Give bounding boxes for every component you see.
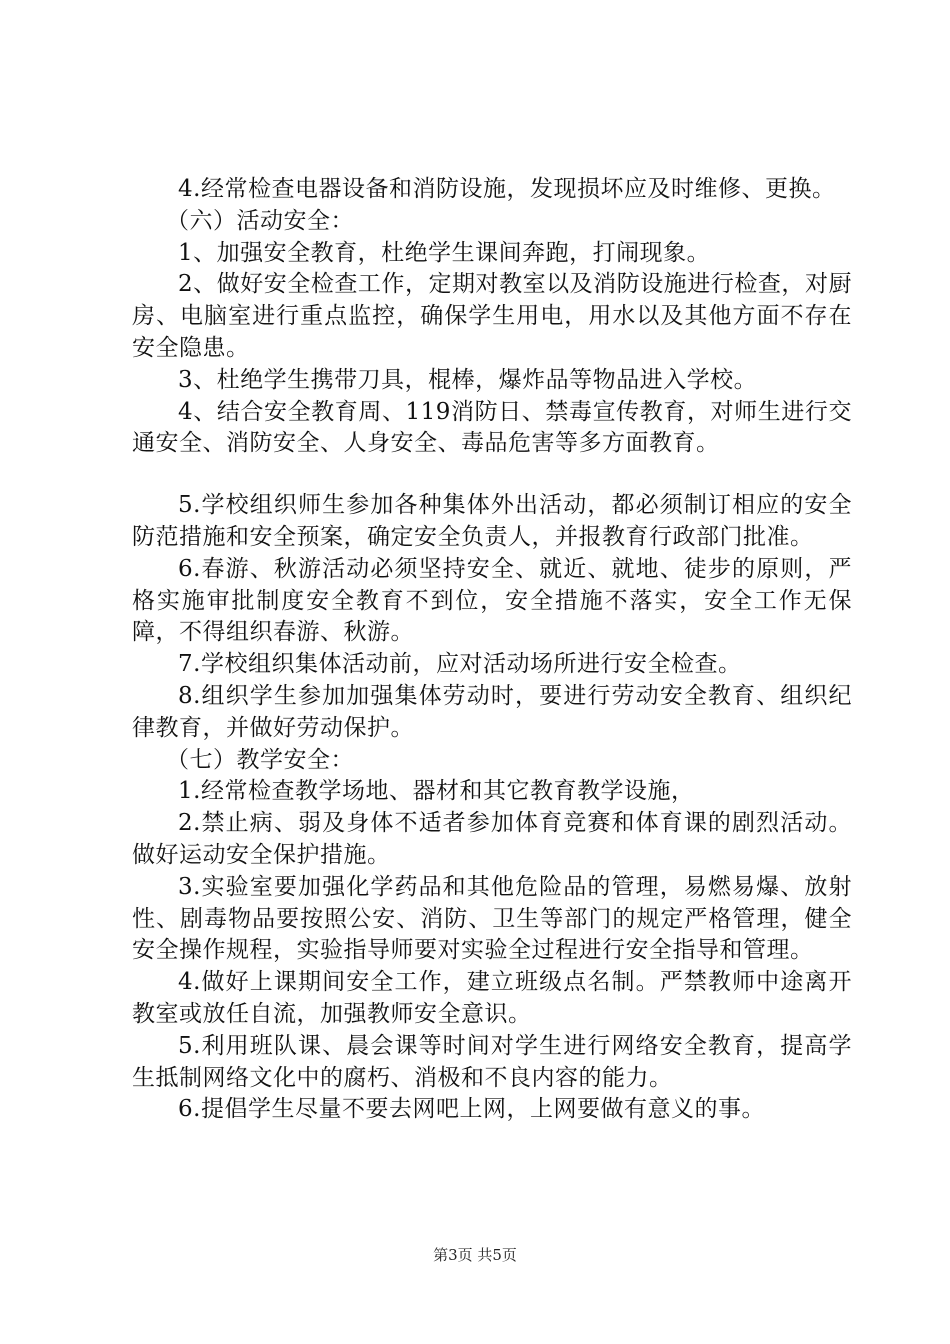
paragraph-teaching-2: 2.禁止病、弱及身体不适者参加体育竞赛和体育课的剧烈活动。做好运动安全保护措施。 — [132, 810, 852, 868]
document-body — [132, 174, 852, 1126]
paragraph-activity-5: 5.学校组织师生参加各种集体外出活动，都必须制订相应的安全防范措施和安全预案，确定安全负责人，并报教育行政部门批准。 — [132, 492, 852, 550]
paragraph-teaching-1: 1.经常检查教学场地、器材和其它教育教学设施， — [178, 778, 695, 805]
section-heading-activity-safety: （六）活动安全： — [166, 207, 354, 234]
page-number-footer: 第3页 共5页 — [433, 1246, 517, 1264]
paragraph-activity-2: 2、做好安全检查工作，定期对教室以及消防设施进行检查，对厨房、电脑室进行重点监控，确保学生用电，用水以及其他方面不存在安全隐患。 — [132, 271, 852, 361]
paragraph-activity-4: 4、结合安全教育周、119消防日、禁毒宣传教育，对师生进行交通安全、消防安全、人身安全、毒品危害等多方面教育。 — [132, 398, 852, 457]
paragraph-activity-6: 6.春游、秋游活动必须坚持安全、就近、就地、徒步的原则，严格实施审批制度安全教育不到位，安全措施不落实，安全工作无保障，不得组织春游、秋游。 — [132, 555, 852, 646]
paragraph-activity-8: 8.组织学生参加加强集体劳动时，要进行劳动安全教育、组织纪律教育，并做好劳动保护。 — [132, 682, 852, 741]
paragraph-activity-7: 7.学校组织集体活动前，应对活动场所进行安全检查。 — [178, 651, 742, 678]
paragraph-gap — [132, 460, 852, 490]
paragraph-activity-1: 1、加强安全教育，杜绝学生课间奔跑，打闹现象。 — [178, 239, 711, 266]
section-heading-teaching-safety: （七）教学安全： — [166, 746, 354, 773]
paragraph-teaching-3: 3.实验室要加强化学药品和其他危险品的管理，易燃易爆、放射性、剧毒物品要按照公安、消防、卫生等部门的规定严格管理，健全安全操作规程，实验指导师要对实验全过程进行安全指导和管理。 — [132, 873, 852, 964]
paragraph-activity-3: 3、杜绝学生携带刀具，棍棒，爆炸品等物品进入学校。 — [178, 366, 758, 393]
paragraph-teaching-6: 6.提倡学生尽量不要去网吧上网，上网要做有意义的事。 — [178, 1096, 765, 1123]
paragraph-item-4-equipment: 4.经常检查电器设备和消防设施，发现损坏应及时维修、更换。 — [178, 176, 836, 202]
paragraph-teaching-5: 5.利用班队课、晨会课等时间对学生进行网络安全教育，提高学生抵制网络文化中的腐朽、消极和不良内容的能力。 — [132, 1032, 852, 1091]
paragraph-teaching-4: 4.做好上课期间安全工作，建立班级点名制。严禁教师中途离开教室或放任自流，加强教师安全意识。 — [132, 969, 852, 1027]
